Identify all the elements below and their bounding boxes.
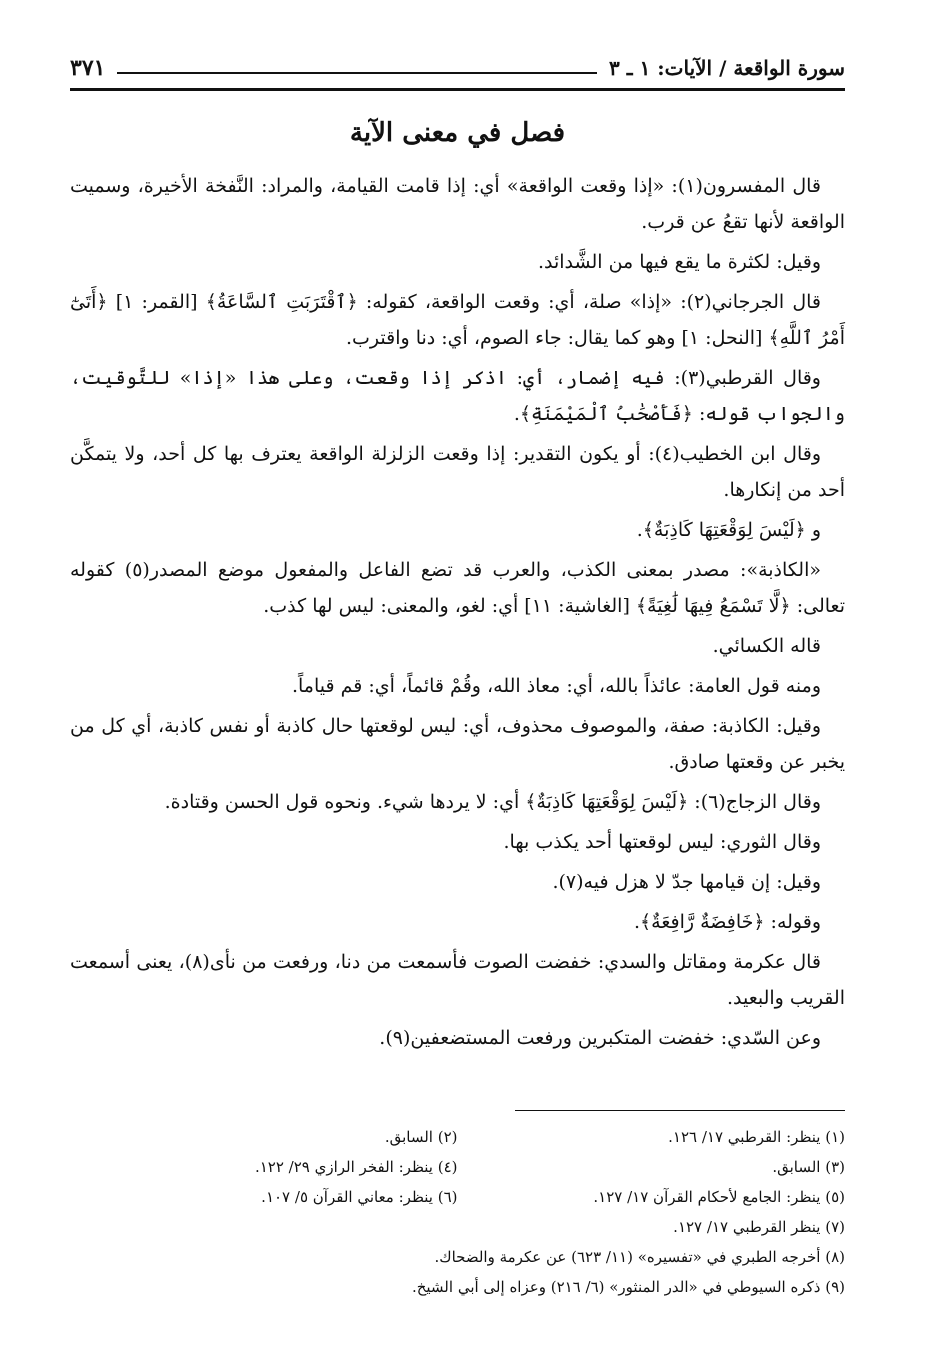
footnote-row (70, 1182, 845, 1212)
paragraph: وقيل: الكاذبة: صفة، والموصوف محذوف، أي: ليس لوقعتها حال كاذبة أو نفس كاذبة، أي كل من يخبر عن وقعتها صادق. (70, 715, 845, 773)
footnotes (70, 1122, 845, 1302)
footnote: (٦) ينظر: معاني القرآن ٥/ ١٠٧. (261, 1188, 458, 1206)
paragraph: وقال القرطبي(٣): فيه إضمار، أي: اذكر إذا وقعت، وعلى هذا «إذا» للتَّوقيت، والجواب قوله: ﴿فَأَصْحَٰبُ ٱلْمَيْمَنَةِ﴾. (70, 367, 845, 425)
footnote: (٣) السابق. (772, 1158, 845, 1176)
paragraph: وقيل: إن قيامها جدّ لا هزل فيه(٧). (552, 871, 821, 893)
footnote-row (70, 1122, 845, 1152)
section-title: فصل في معنى الآية (349, 118, 566, 148)
paragraph: وقال ابن الخطيب(٤): أو يكون التقدير: إذا وقعت الزلزلة الواقعة يعترف بها كل أحد، ولا يتمكَّن أحد من إنكارها. (70, 443, 845, 501)
paragraph: قال عكرمة ومقاتل والسدي: خفضت الصوت فأسمعت من دنا، ورفعت من نأى(٨)، يعنى أسمعت القريب والبعيد. (70, 951, 845, 1009)
paragraph: وقال الزجاج(٦): ﴿لَيْسَ لِوَقْعَتِهَا كَاذِبَةٌ﴾ أي: لا يردها شيء. ونحوه قول الحسن وقتادة. (164, 791, 821, 813)
page-number: ٣٧١ (70, 55, 106, 81)
paragraph: «الكاذبة»: مصدر بمعنى الكذب، والعرب قد تضع الفاعل والمفعول موضع المصدر(٥) كقوله تعالى: ﴿لَّا تَسْمَعُ فِيهَا لَٰغِيَةً﴾ [الغاشية: ١١] أي: لغو، والمعنى: ليس لها كذب. (70, 559, 845, 617)
running-header (70, 48, 845, 88)
paragraph: قاله الكسائي. (712, 635, 821, 657)
footnote: (٧) ينظر القرطبي ١٧/ ١٢٧. (673, 1218, 845, 1236)
footnote-row (70, 1152, 845, 1182)
paragraph: ومنه قول العامة: عائذاً بالله، أي: معاذ الله، وقُمْ قائماً، أي: قم قياماً. (291, 675, 821, 697)
header-divider (70, 88, 845, 91)
header-title: سورة الواقعة / الآيات: ١ ـ ٣ (609, 56, 845, 80)
header-rule (117, 62, 597, 74)
paragraph: قال المفسرون(١): «إذا وقعت الواقعة» أي: إذا قامت القيامة، والمراد: النَّفخة الأخيرة، وسميت الواقعة لأنها تقعُ عن قرب. (70, 175, 845, 233)
footnote: (٤) ينظر: الفخر الرازي ٢٩/ ١٢٢. (254, 1158, 458, 1176)
footnote: (٨) أخرجه الطبري في «تفسيره» (١١/ ٦٢٣) عن عكرمة والضحاك. (434, 1248, 845, 1266)
paragraph: وقيل: لكثرة ما يقع فيها من الشَّدائد. (537, 251, 821, 273)
paragraph: قال الجرجاني(٢): «إذا» صلة، أي: وقعت الواقعة، كقوله: ﴿ٱقْتَرَبَتِ ٱلسَّاعَةُ﴾ [القمر: ١] ﴿أَتَىٰٓ أَمْرُ ٱللَّهِ﴾ [النحل: ١] وهو كما يقال: جاء الصوم، أي: دنا واقترب. (70, 291, 845, 349)
footnote: (٢) السابق. (384, 1128, 458, 1146)
paragraph: وقوله: ﴿خَافِضَةٌ رَّافِعَةٌ﴾. (633, 911, 821, 933)
paragraph: وقال الثوري: ليس لوقعتها أحد يكذب بها. (503, 831, 821, 853)
paragraph: و ﴿لَيْسَ لِوَقْعَتِهَا كَاذِبَةٌ﴾. (636, 519, 821, 541)
footnote: (٥) ينظر: الجامع لأحكام القرآن ١٧/ ١٢٧. (593, 1188, 845, 1206)
footnote-divider (515, 1110, 845, 1111)
footnote: (٩) ذكره السيوطي في «الدر المنثور» (٦/ ٢١٦) وعزاه إلى أبي الشيخ. (411, 1278, 845, 1296)
body-text (70, 168, 845, 1060)
footnote: (١) ينظر: القرطبي ١٧/ ١٢٦. (668, 1128, 845, 1146)
paragraph: وعن السّدي: خفضت المتكبرين ورفعت المستضعفين(٩). (379, 1027, 821, 1049)
